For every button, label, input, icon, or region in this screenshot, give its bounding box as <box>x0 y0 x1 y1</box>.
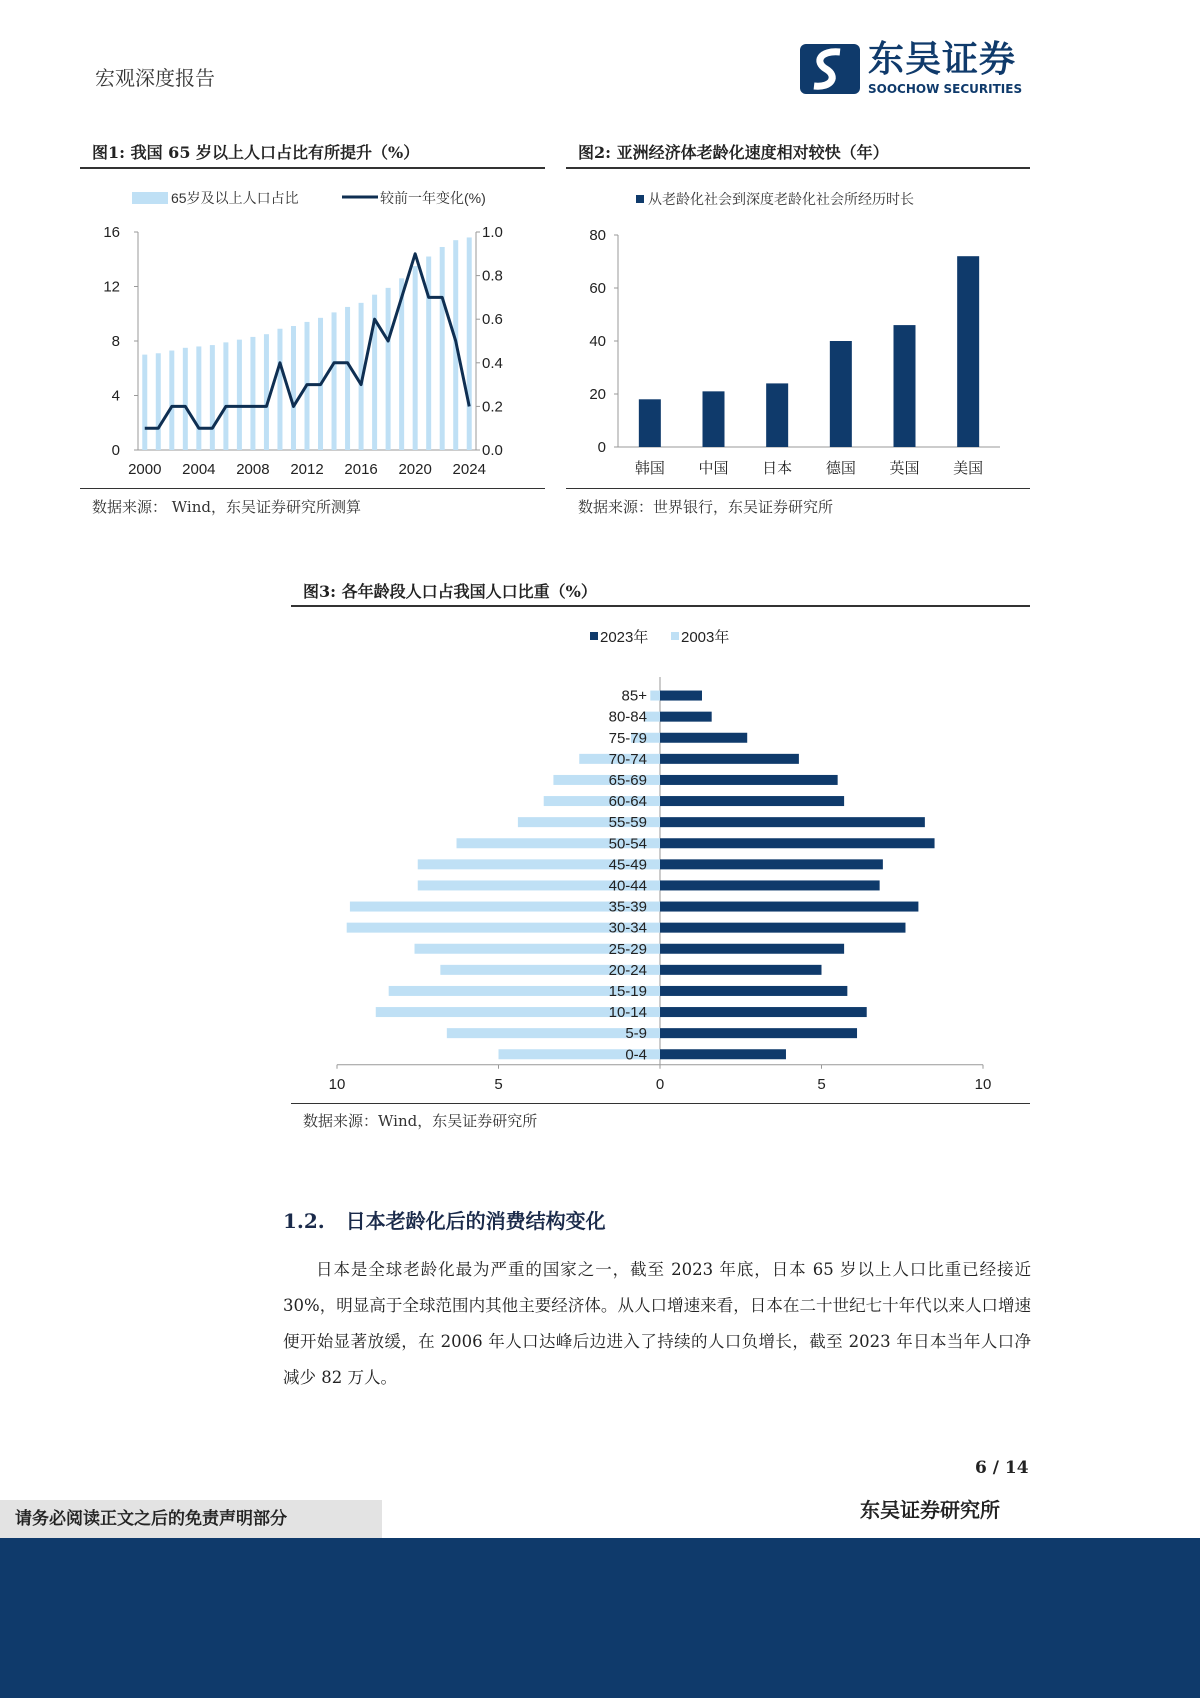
y2-tick-label: 0.4 <box>482 354 503 372</box>
logo-text-cn: 东吴证券 <box>868 39 1017 80</box>
bar <box>291 326 296 450</box>
category-label: 70-74 <box>608 750 647 768</box>
y-tick-label: 80 <box>589 227 606 244</box>
bar-2023 <box>660 1007 867 1017</box>
bar-2023 <box>660 859 883 869</box>
category-label: 80-84 <box>608 708 647 726</box>
bar-2023 <box>660 838 935 848</box>
bar <box>386 288 391 450</box>
bar-2023 <box>660 796 844 806</box>
logo-icon <box>800 42 862 98</box>
y2-tick-label: 1.0 <box>482 224 503 241</box>
x-tick-label: 10 <box>328 1075 346 1093</box>
x-tick-label: 2016 <box>344 461 378 478</box>
footer-org: 东吴证券研究所 <box>860 1498 1000 1522</box>
x-tick-label: 2004 <box>182 461 216 478</box>
bar <box>703 391 725 447</box>
footer-bar <box>0 1538 1200 1698</box>
y-tick-label: 4 <box>111 387 120 405</box>
logo <box>800 40 1040 100</box>
bar-2023 <box>660 691 702 701</box>
fig1-title: 图1: 我国 65 岁以上人口占比有所提升（%） <box>92 143 420 162</box>
divider <box>566 167 1030 169</box>
body-paragraph: 日本是全球老龄化最为严重的国家之一，截至 2023 年底，日本 65 岁以上人口比重已经接近 30%，明显高于全球范围内其他主要经济体。从人口增速来看，日本在二十世纪七十年代以来人口增速便开始显著放缓，在 2006 年人口达峰后边进入了持续的人口负增长，截至 2023 年日本当年人口净减少 82 万人。 <box>283 1260 1031 1387</box>
category-label: 65-69 <box>608 771 647 789</box>
category-label: 5-9 <box>625 1025 647 1043</box>
bar-2023 <box>660 1049 786 1059</box>
bar <box>345 307 350 450</box>
y-tick-label: 20 <box>589 386 606 403</box>
section-title: 日本老龄化后的消费结构变化 <box>345 1209 606 1233</box>
bar <box>237 340 242 450</box>
y2-tick-label: 0.6 <box>482 311 503 329</box>
bar-2023 <box>660 923 905 933</box>
y-tick-label: 0 <box>111 442 120 459</box>
x-tick-label: 英国 <box>889 460 920 477</box>
x-tick-label: 美国 <box>953 460 984 477</box>
divider <box>291 605 1030 607</box>
divider <box>80 167 545 169</box>
x-tick-label: 韩国 <box>634 460 665 477</box>
fig1-chart <box>80 175 550 485</box>
bar <box>639 399 661 447</box>
category-label: 40-44 <box>608 877 647 895</box>
fig2-title: 图2: 亚洲经济体老龄化速度相对较快（年） <box>578 143 889 162</box>
fig3-chart <box>291 612 1030 1100</box>
y-tick-label: 12 <box>103 278 120 296</box>
bar <box>830 341 852 447</box>
x-tick-label: 2020 <box>398 461 432 478</box>
fig3-source: 数据来源：Wind，东吴证券研究所 <box>303 1112 538 1130</box>
x-tick-label: 中国 <box>698 460 729 477</box>
logo-text-en: SOOCHOW SECURITIES <box>868 82 1023 96</box>
bar <box>210 345 215 450</box>
legend-label: 2003年 <box>681 629 730 646</box>
bar <box>169 351 174 450</box>
bar <box>156 353 161 450</box>
x-tick-label: 日本 <box>762 460 793 477</box>
y-tick-label: 60 <box>589 280 606 297</box>
bar <box>250 337 255 450</box>
bar <box>413 266 418 450</box>
bar-2023 <box>660 880 880 890</box>
category-label: 25-29 <box>608 940 647 958</box>
legend-label: 从老龄化社会到深度老龄化社会所经历时长 <box>648 191 914 207</box>
legend-swatch <box>636 195 644 203</box>
bar <box>426 257 431 450</box>
bar <box>277 329 282 450</box>
disclaimer-notice[interactable]: 请务必阅读正文之后的免责声明部分 <box>0 1500 382 1538</box>
report-type: 宏观深度报告 <box>95 66 215 90</box>
x-tick-label: 2012 <box>290 461 324 478</box>
legend-label: 较前一年变化(%) <box>380 190 486 206</box>
y2-tick-label: 0.2 <box>482 398 503 416</box>
divider <box>566 488 1030 489</box>
bar-2023 <box>660 986 847 996</box>
bar-2023 <box>660 775 838 785</box>
bar-2023 <box>660 712 712 722</box>
x-tick-label: 5 <box>817 1075 826 1093</box>
category-label: 50-54 <box>608 835 647 853</box>
section-number: 1.2. <box>283 1209 325 1233</box>
bar-2023 <box>660 965 822 975</box>
bar <box>142 355 147 450</box>
x-tick-label: 0 <box>655 1075 665 1093</box>
bar-2023 <box>660 944 844 954</box>
category-label: 45-49 <box>608 856 647 874</box>
category-label: 0-4 <box>625 1046 647 1064</box>
legend-label: 2023年 <box>600 629 649 646</box>
x-tick-label: 2000 <box>128 461 162 478</box>
bar <box>957 256 979 447</box>
legend-swatch <box>671 632 679 640</box>
bar <box>264 334 269 450</box>
bar <box>467 237 472 450</box>
x-tick-label: 2008 <box>236 461 270 478</box>
bar <box>183 348 188 450</box>
category-label: 20-24 <box>608 961 647 979</box>
fig2-chart <box>566 175 1030 485</box>
divider <box>291 1103 1030 1104</box>
y2-tick-label: 0.0 <box>482 442 503 459</box>
legend-swatch-bar <box>132 192 168 204</box>
bar-2003 <box>650 691 660 701</box>
category-label: 55-59 <box>608 814 647 832</box>
bar <box>196 346 201 450</box>
section-heading <box>283 1205 606 1234</box>
y-tick-label: 8 <box>111 333 120 350</box>
bar-2023 <box>660 817 925 827</box>
category-label: 30-34 <box>608 919 647 937</box>
x-tick-label: 5 <box>494 1075 503 1093</box>
bar-2023 <box>660 754 799 764</box>
bar-2023 <box>660 733 747 743</box>
category-label: 60-64 <box>608 793 647 811</box>
bar <box>440 247 445 450</box>
bar <box>332 312 337 450</box>
fig3-title: 图3: 各年龄段人口占我国人口比重（%） <box>303 582 597 601</box>
x-tick-label: 德国 <box>825 460 856 477</box>
y-tick-label: 40 <box>589 333 606 350</box>
bar <box>766 383 788 447</box>
page-number: 6 / 14 <box>975 1458 1029 1478</box>
category-label: 75-79 <box>608 729 647 747</box>
category-label: 15-19 <box>608 982 647 1000</box>
x-tick-label: 2024 <box>452 461 486 478</box>
fig2-source: 数据来源：世界银行，东吴证券研究所 <box>578 498 834 516</box>
bar-2023 <box>660 902 918 912</box>
divider <box>80 488 545 489</box>
bar <box>223 342 228 450</box>
fig1-source: 数据来源： Wind，东吴证券研究所测算 <box>92 498 361 516</box>
category-label: 10-14 <box>608 1004 647 1022</box>
category-label: 35-39 <box>608 898 647 916</box>
bar-2023 <box>660 1028 857 1038</box>
y-tick-label: 16 <box>103 224 120 241</box>
y-tick-label: 0 <box>597 439 606 456</box>
legend-label: 65岁及以上人口占比 <box>171 190 299 206</box>
x-tick-label: 10 <box>974 1075 992 1093</box>
category-label: 85+ <box>621 687 647 705</box>
legend-swatch <box>590 632 598 640</box>
bar <box>894 325 916 447</box>
y2-tick-label: 0.8 <box>482 267 503 285</box>
